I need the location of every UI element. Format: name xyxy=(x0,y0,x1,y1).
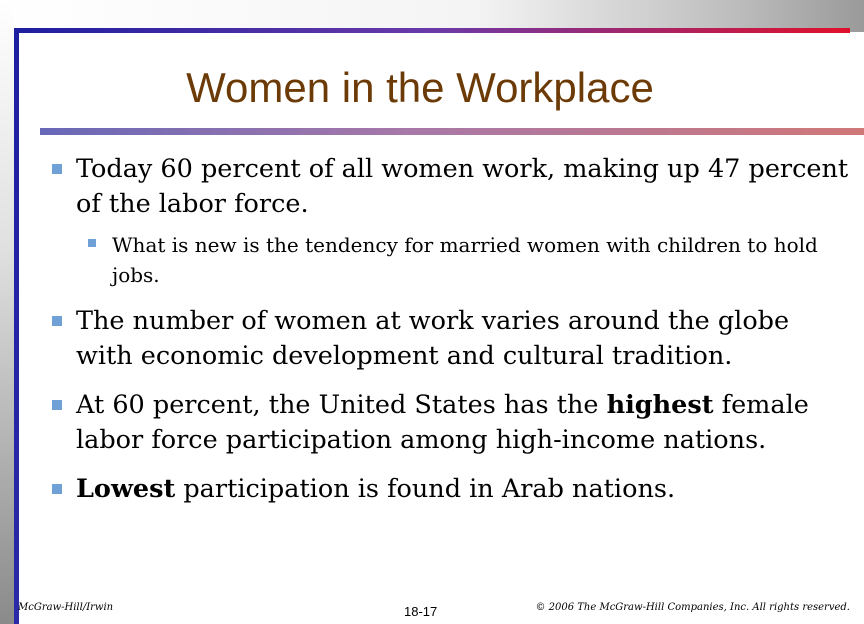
square-bullet-icon xyxy=(52,400,62,410)
square-bullet-icon xyxy=(52,164,62,174)
bullet-text-post: participation is found in Arab nations. xyxy=(175,474,676,504)
bullet-text-bold: Lowest xyxy=(76,474,176,504)
square-bullet-icon xyxy=(52,484,62,494)
title-underline xyxy=(40,128,864,135)
bullet-item xyxy=(52,152,852,222)
frame-top-line xyxy=(14,28,850,33)
frame-left-line xyxy=(14,28,19,624)
page-number: 18-17 xyxy=(404,604,438,619)
bullet-list xyxy=(52,152,852,521)
bullet-text-pre: At 60 percent, the United States has the xyxy=(76,390,607,420)
square-bullet-icon xyxy=(52,316,62,326)
left-shading xyxy=(0,0,14,624)
bullet-text-post: female labor force participation among high-income nations. xyxy=(76,390,809,455)
bullet-item xyxy=(52,472,852,507)
sub-bullet-text: What is new is the tendency for married women with children to hold jobs. xyxy=(112,233,818,287)
bullet-text: Today 60 percent of all women work, making up 47 percent of the labor force. xyxy=(76,154,849,219)
footer-copyright: © 2006 The McGraw-Hill Companies, Inc. All rights reserved. xyxy=(535,602,850,613)
slide-title: Women in the Workplace xyxy=(186,64,654,111)
bullet-item xyxy=(52,388,852,458)
bullet-text-bold: highest xyxy=(606,390,714,420)
bullet-item xyxy=(52,304,852,374)
bullet-text: The number of women at work varies around the globe with economic development and cultural tradition. xyxy=(76,306,790,371)
square-bullet-icon xyxy=(88,239,96,247)
sub-bullet-item xyxy=(88,230,852,290)
footer-publisher: McGraw-Hill/Irwin xyxy=(18,602,114,613)
